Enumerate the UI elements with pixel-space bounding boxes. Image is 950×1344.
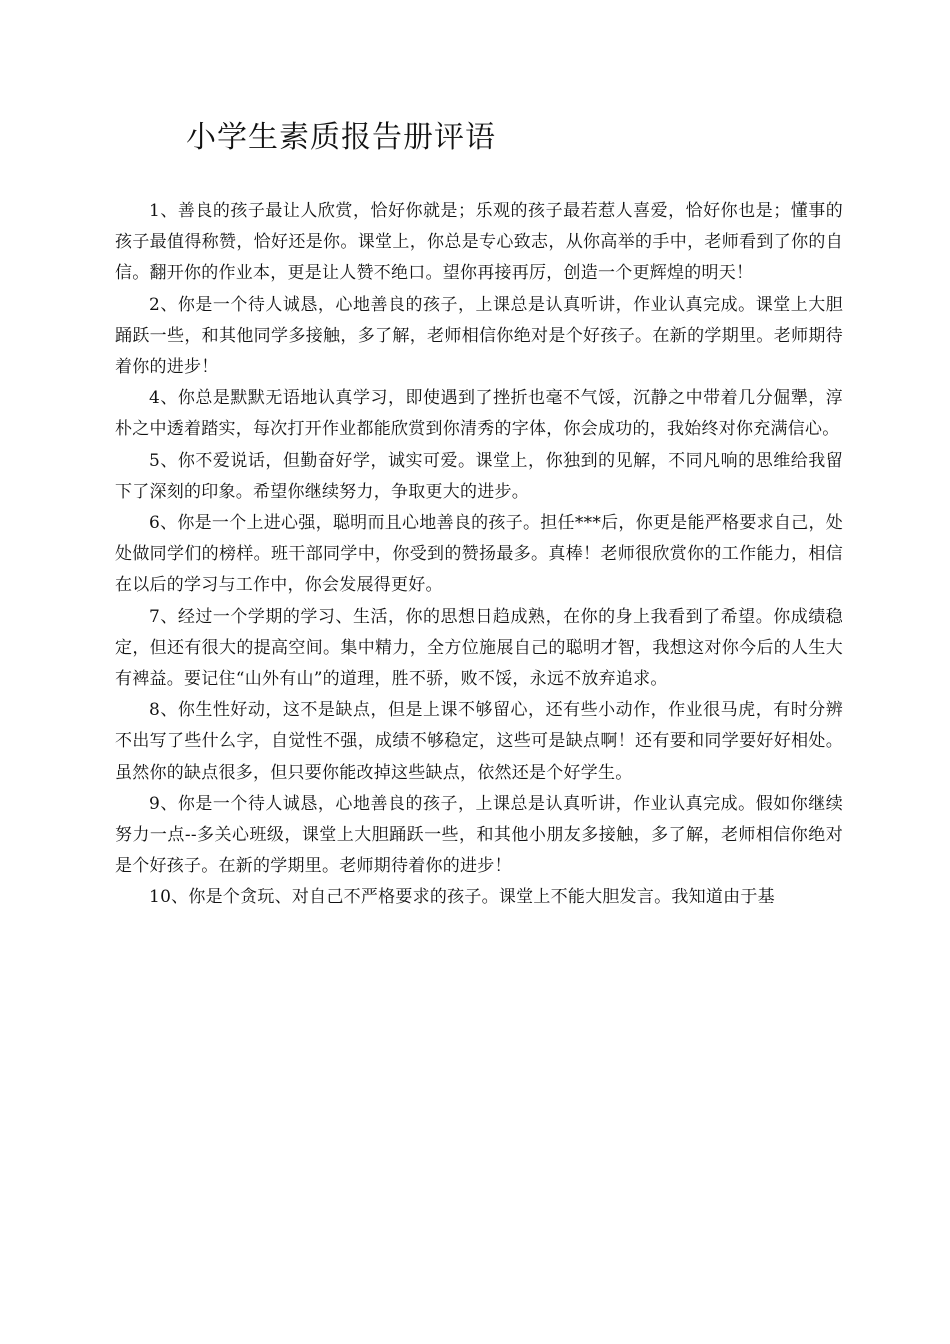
comment-paragraph-6: 6、你是一个上进心强，聪明而且心地善良的孩子。担任***后，你更是能严格要求自己，处处做同学们的榜样。班干部同学中，你受到的赞扬最多。真棒！老师很欣赏你的工作能力，相信在以后的学习与工作中，你会发展得更好。 xyxy=(115,513,843,596)
comment-paragraph-4: 4、你总是默默无语地认真学习，即使遇到了挫折也毫不气馁，沉静之中带着几分倔犟，淳朴之中透着踏实，每次打开作业都能欣赏到你清秀的字体，你会成功的，我始终对你充满信心。 xyxy=(115,388,843,440)
comment-paragraph-2: 2、你是一个待人诚恳，心地善良的孩子，上课总是认真听讲，作业认真完成。课堂上大胆踊跃一些，和其他同学多接触，多了解，老师相信你绝对是个好孩子。在新的学期里。老师期待着你的进步！ xyxy=(115,294,843,378)
document-title: 小学生素质报告册评语 xyxy=(186,120,496,155)
comment-paragraph-5: 5、你不爱说话，但勤奋好学，诚实可爱。课堂上，你独到的见解，不同凡响的思维给我留下了深刻的印象。希望你继续努力，争取更大的进步。 xyxy=(115,450,843,502)
comment-paragraph-10: 10、你是个贪玩、对自己不严格要求的孩子。课堂上不能大胆发言。我知道由于基 xyxy=(149,887,775,908)
comment-paragraph-7: 7、经过一个学期的学习、生活，你的思想日趋成熟，在你的身上我看到了希望。你成绩稳定，但还有很大的提高空间。集中精力，全方位施展自己的聪明才智，我想这对你今后的人生大有裨益。要记住“山外有山”的道理，胜不骄，败不馁，永远不放弃追求。 xyxy=(115,606,843,690)
comment-paragraph-8: 8、你生性好动，这不是缺点，但是上课不够留心，还有些小动作，作业很马虎，有时分辨不出写了些什么字，自觉性不强，成绩不够稳定，这些可是缺点啊！还有要和同学要好好相处。虽然你的缺点很多，但只要你能改掉这些缺点，依然还是个好学生。 xyxy=(115,700,843,783)
document-body xyxy=(115,196,843,914)
comment-paragraph-9: 9、你是一个待人诚恳，心地善良的孩子，上课总是认真听讲，作业认真完成。假如你继续努力一点--多关心班级，课堂上大胆踊跃一些，和其他小朋友多接触，多了解，老师相信你绝对是个好孩子。在新的学期里。老师期待着你的进步！ xyxy=(115,793,843,877)
comment-paragraph-1: 1、善良的孩子最让人欣赏，恰好你就是；乐观的孩子最若惹人喜爱，恰好你也是；懂事的孩子最值得称赞，恰好还是你。课堂上，你总是专心致志，从你高举的手中，老师看到了你的自信。翻开你的作业本，更是让人赞不绝口。望你再接再厉，创造一个更辉煌的明天！ xyxy=(115,201,843,284)
